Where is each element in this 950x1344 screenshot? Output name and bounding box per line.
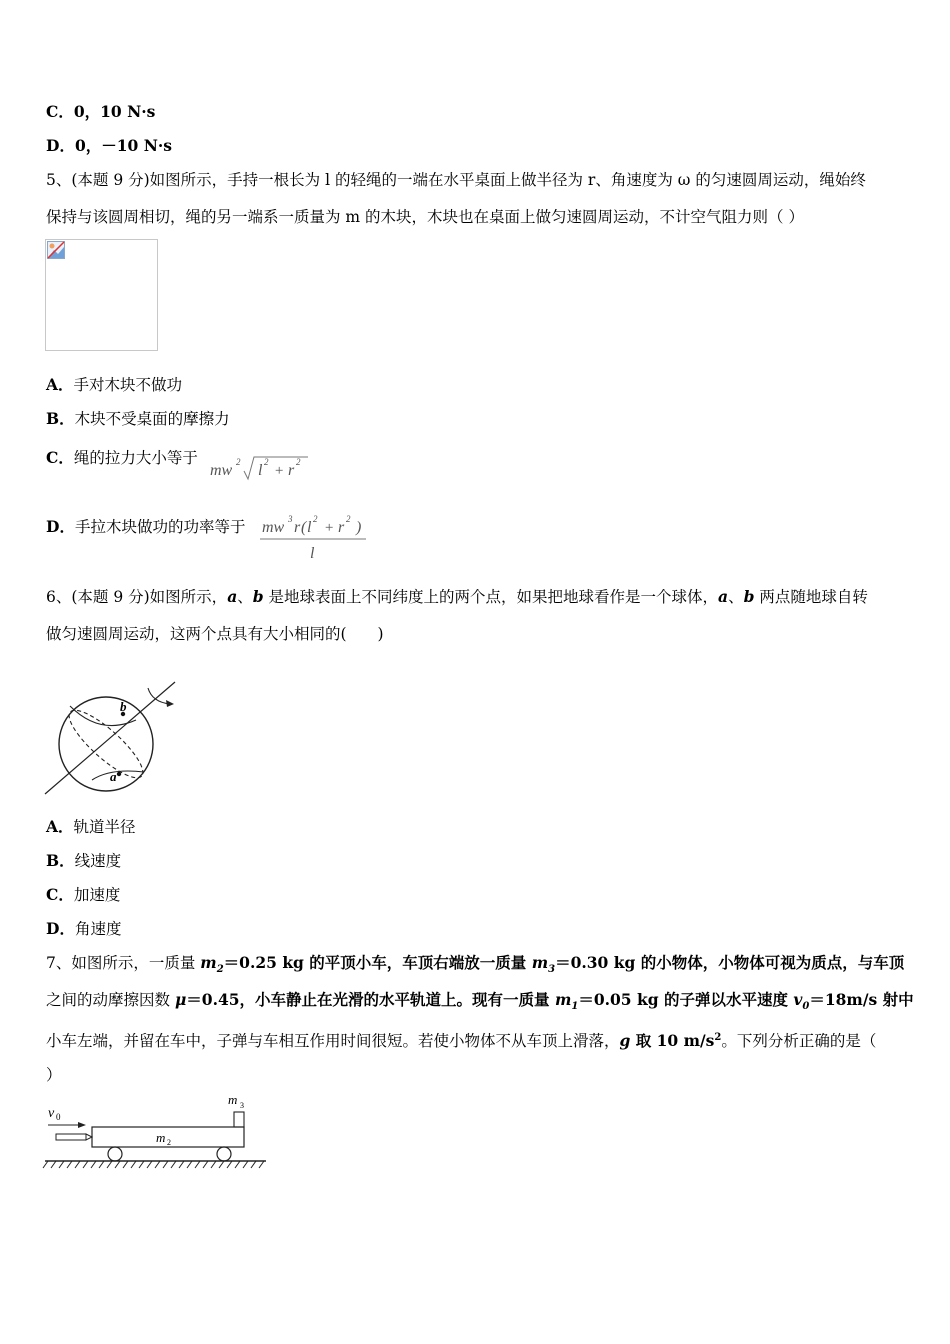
label-v0: v xyxy=(48,1106,55,1121)
q5-option-a xyxy=(46,375,182,395)
label-m2-sub: 2 xyxy=(167,1138,171,1147)
label-m2: m xyxy=(156,1130,166,1145)
q5-stem-line2: 保持与该圆周相切，绳的另一端系一质量为 m 的木块，木块也在桌面上做匀速圆周运动，不计空气阻力则（ ） xyxy=(46,208,804,226)
q7-text: ＝0.05 kg 的子弹以水平速度 xyxy=(578,990,794,1009)
var-m3-sub: 3 xyxy=(548,964,556,976)
q7-text: ＝0.45，小车静止在光滑的水平轨道上。现有一质量 xyxy=(186,990,555,1009)
svg-text:r: r xyxy=(294,519,301,536)
option-letter: A． xyxy=(46,817,74,836)
label-a: a xyxy=(110,769,117,784)
svg-text:2: 2 xyxy=(264,457,269,467)
option-text: 手拉木块做功的功率等于 xyxy=(74,518,246,536)
option-letter: D． xyxy=(46,517,75,536)
svg-text:2: 2 xyxy=(296,457,301,467)
option-letter: D． xyxy=(46,919,75,938)
svg-text:(: ( xyxy=(301,519,307,536)
var-b: b xyxy=(252,587,264,606)
q6-option-c xyxy=(46,885,120,905)
q7-text: ＝0.30 kg 的小物体，小物体可视为质点，与车顶 xyxy=(555,953,905,972)
cart-figure xyxy=(40,1090,272,1170)
var-v0: v xyxy=(793,990,803,1009)
q7-text: 取 10 m/s xyxy=(630,1031,715,1051)
var-g: g xyxy=(619,1031,631,1051)
small-object xyxy=(234,1112,244,1127)
var-m1-sub: 1 xyxy=(571,1001,579,1013)
var-m3: m xyxy=(531,953,549,972)
ground-hatching xyxy=(43,1161,264,1168)
svg-text:mw: mw xyxy=(210,462,233,479)
option-text: 手对木块不做功 xyxy=(73,376,183,394)
q7-text: 7、如图所示，一质量 xyxy=(46,954,201,972)
svg-text:2: 2 xyxy=(236,457,241,467)
svg-text:r: r xyxy=(288,462,295,479)
q7-text: 。下列分析正确的是（ xyxy=(721,1032,877,1051)
sep: 、 xyxy=(728,588,744,606)
bullet xyxy=(56,1134,86,1140)
option-letter: A． xyxy=(46,375,74,394)
q6-stem-line1 xyxy=(46,587,868,607)
q7-stem-line1 xyxy=(46,953,904,980)
q5-option-b xyxy=(46,409,230,429)
option-letter: D． xyxy=(46,136,75,155)
q6-option-a xyxy=(46,817,136,837)
var-m1: m xyxy=(554,990,572,1009)
q7-text: 小车左端，并留在车中，子弹与车相互作用时间很短。若使小物体不从车顶上滑落， xyxy=(46,1032,620,1051)
option-letter: B． xyxy=(46,409,75,428)
earth-circle xyxy=(59,697,153,791)
var-b: b xyxy=(743,587,755,606)
q6-option-b xyxy=(46,851,121,871)
q6-stem-pre: 6、(本题 9 分)如图所示， xyxy=(46,588,228,606)
svg-text:): ) xyxy=(356,519,362,536)
broken-image-placeholder xyxy=(45,239,158,351)
option-text: 轨道半径 xyxy=(73,818,136,836)
q6-stem-mid: 是地球表面上不同纬度上的两个点，如果把地球看作是一个球体， xyxy=(263,588,719,606)
q7-stem-line2 xyxy=(46,990,914,1017)
earth-rotation-figure xyxy=(40,676,185,798)
q4-option-c xyxy=(46,102,155,122)
q6-stem-end: 两点随地球自转 xyxy=(754,588,868,606)
option-text: 线速度 xyxy=(74,852,122,870)
option-letter: C． xyxy=(46,102,74,121)
svg-text:l: l xyxy=(310,545,315,562)
label-m3-sub: 3 xyxy=(240,1101,244,1110)
label-b: b xyxy=(120,699,127,714)
q6-option-d xyxy=(46,919,121,939)
q4-option-d xyxy=(46,136,172,156)
label-m3: m xyxy=(228,1092,238,1107)
option-letter: C． xyxy=(46,448,74,467)
q6-stem-line2: 做匀速圆周运动，这两个点具有大小相同的( ) xyxy=(46,625,384,643)
q7-stem-line3 xyxy=(46,1028,876,1051)
option-text: 加速度 xyxy=(73,886,121,904)
q7-text: 之间的动摩擦因数 xyxy=(46,991,175,1009)
unit-sup: 2 xyxy=(714,1032,722,1043)
svg-text:2: 2 xyxy=(346,514,351,524)
label-v0-sub: 0 xyxy=(56,1112,61,1122)
point-a xyxy=(117,772,121,776)
svg-text:l: l xyxy=(258,462,263,479)
q7-text: ＝18m/s 射中 xyxy=(809,990,914,1009)
option-text: 绳的拉力大小等于 xyxy=(73,449,198,467)
wheel-right xyxy=(217,1147,231,1161)
svg-text:r: r xyxy=(338,519,345,536)
q5-option-d xyxy=(46,517,245,537)
option-text: 0，－10 N·s xyxy=(74,136,172,155)
var-mu: μ xyxy=(174,990,187,1009)
wheel-left xyxy=(108,1147,122,1161)
svg-text:+: + xyxy=(324,520,335,536)
var-a: a xyxy=(718,587,729,606)
option-text: 0，10 N·s xyxy=(73,102,156,121)
broken-image-icon xyxy=(47,241,65,259)
q5-stem-line1: 5、(本题 9 分)如图所示，手持一根长为 l 的轻绳的一端在水平桌面上做半径为 r、角速度为 ω 的匀速圆周运动，绳始终 xyxy=(46,171,866,189)
q5-option-c xyxy=(46,448,198,468)
option-text: 木块不受桌面的摩擦力 xyxy=(74,410,230,428)
option-letter: B． xyxy=(46,851,75,870)
q7-text: ＝0.25 kg 的平顶小车，车顶右端放一质量 xyxy=(223,953,532,972)
option-letter: C． xyxy=(46,885,74,904)
svg-text:mw: mw xyxy=(262,519,285,536)
svg-text:2: 2 xyxy=(313,514,318,524)
svg-text:l: l xyxy=(307,519,312,536)
var-m2: m xyxy=(200,953,217,972)
svg-text:3: 3 xyxy=(288,514,293,524)
formula-tension xyxy=(208,451,312,483)
var-a: a xyxy=(227,587,238,606)
option-text: 角速度 xyxy=(74,920,122,938)
var-m2-sub: 2 xyxy=(216,964,224,976)
var-v0-sub: 0 xyxy=(802,1001,810,1013)
sep: 、 xyxy=(237,588,253,606)
q7-stem-line4: ） xyxy=(46,1066,62,1084)
svg-text:+: + xyxy=(274,463,285,479)
formula-power xyxy=(258,512,370,564)
